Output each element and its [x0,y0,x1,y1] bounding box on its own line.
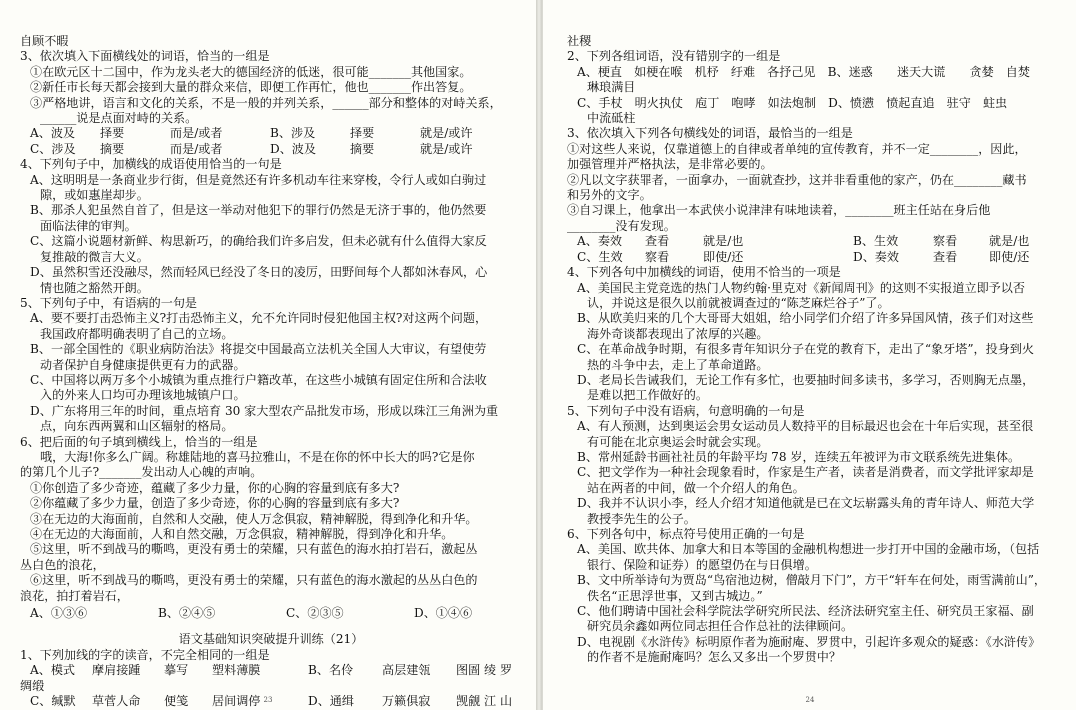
text-line: 银行、保险和证券）的愿望仍在与日俱增。 [587,557,817,572]
question-heading: 4、下列句子中，加横线的成语使用恰当的一句是 [20,157,282,172]
text-line: 的作者不是施耐庵吗？怎么又多出一个罗贯中？ [587,650,841,665]
text-line: A、要不要打击恐怖主义?打击恐怖主义，允不允许同时侵犯他国主权?对这两个问题， [30,311,488,326]
text-line: ______说是点面对峙的关系。 [40,111,198,126]
answer-option: B、名伶 [308,663,354,678]
answer-option: C、涉及 [30,141,76,156]
answer-option: 摹写 [164,663,189,678]
text-line: A、美国、欧共体、加拿大和日本等国的金融机构想进一步打开中国的金融市场，（包括 [577,542,1040,557]
text-line: 动者保护自身健康提供更有力的武器。 [40,357,246,372]
answer-option: 而是/或者 [170,141,223,156]
text-line: ________没有发现。 [567,218,676,233]
answer-option: D、奏效 [853,249,899,264]
answer-option: D、①④⑥ [414,606,473,621]
left-column [20,34,522,709]
answer-option: 图圄 绫 罗 [456,663,513,678]
text-line: 自顾不暇 [20,34,69,48]
answer-option: 就是/也 [989,234,1030,249]
text-line: ⑥这里，听不到战马的嘶鸣，更没有勇士的荣耀，只有蓝色的海水激起的丛丛白色的 [30,573,478,588]
text-line: 琳琅满目 [587,80,636,95]
text-line: D、广东将用三年的时间，重点培育 30 家大型农产品批发市场，形成以珠江三角洲为重 [30,403,499,418]
text-line: ⑤这里，听不到战马的嘶鸣，更没有勇士的荣耀，只有蓝色的海水拍打岩石，激起丛 [30,542,478,557]
text-line: C、他们聘请中国社会科学院法学研究所民法、经济法研究室主任、研究员王家福、副 [577,604,1034,619]
left-page [0,0,537,710]
right-page [542,0,1076,710]
text-line: A、有人预测，达到奥运会男女运动员人数持平的目标最迟也会在十年后实现，甚至很 [577,419,1034,434]
answer-option: 摘要 [100,141,125,156]
text-line: D、虽然积雪还没融尽，然而轻风已经没了冬日的凌厉，田野间每个人都如沐春风，心 [30,265,488,280]
text-line: 加强管理并严格执法，是非常必要的。 [567,157,773,172]
text-line: D、我并不认识小李，经人介绍才知道他就是已在文坛崭露头角的青年诗人、师范大学 [577,496,1035,511]
question-heading: 2、下列各组词语，没有错别字的一组是 [567,49,781,64]
answer-option: 查看 [933,249,958,264]
text-line: ②你蕴藏了多少力量，创造了多少奇迹，你的心胸的容量到底有多大? [30,496,400,511]
answer-option: 而是/或者 [170,126,223,141]
text-line: A、美国民主党竞选的热门人物约翰·里克对《新闻周刊》的这则不实报道立即予以否 [577,280,1025,295]
answer-option: B、涉及 [270,126,316,141]
answer-option: 即使/还 [989,249,1030,264]
text-line: A、这明明是一条商业步行街，但是竟然还有许多机动车往来穿梭，令行人或如白驹过 [30,172,487,187]
text-line: C、把文学作为一种社会现象看时，作家是生产者，读者是消费者，而文学批评家却是 [577,465,1034,480]
answer-option: 查看 [645,234,670,249]
text-line: 入的外来人口均可办理该地城镇户口。 [40,388,246,403]
text-line: ③严格地讲，语言和文化的关系，不是一般的并列关系，______部分和整体的对峙关系， [30,95,502,110]
text-line: 佚名“正思浮世事，又到古城边。” [587,588,763,603]
answer-option: D、波及 [270,141,316,156]
question-heading: 6、把后面的句子填到横线上，恰当的一组是 [20,434,258,449]
text-line: C、中国将以两万多个小城镇为重点推行户籍改革，在这些小城镇有固定住所和合法收 [30,372,487,387]
answer-option: 便笺 [164,694,189,709]
answer-option: C、缄默 [30,694,76,709]
text-line: 的第几个儿子?_______发出动人心魄的声响。 [20,465,263,480]
text-line: 面临法律的审判。 [40,218,137,233]
answer-options-row [20,142,522,157]
question-heading: 5、下列句子中没有语病，句意明确的一句是 [567,403,805,418]
question-heading: 4、下列各句中加横线的词语，使用不恰当的一项是 [567,265,841,280]
answer-options-row [567,234,1061,249]
answer-option: 即使/还 [703,249,744,264]
answer-options-row [567,250,1061,265]
text-line: B、文中所举诗句为贾岛“鸟宿池边树，僧敲月下门”，方干“轩车在何处，雨雪满前山”， [577,573,1046,588]
text-line: ①你创造了多少奇迹，蕴藏了多少力量，你的心胸的容量到底有多大? [30,480,400,495]
question-heading: 3、依次填入下列各句横线处的词语，最恰当的一组是 [567,126,853,141]
text-line: 有可能在北京奥运会时就会实现。 [587,434,769,449]
answer-option: 居间调停 [212,694,261,709]
text-line: 隙，或如惠崖却步。 [40,188,149,203]
text-line: 浪花，拍打着岩石， [20,588,129,603]
answer-option: 察看 [933,234,958,249]
text-line: C、在革命战争时期，有很多青年知识分子在党的教育下，走出了“象牙塔”，投身到火 [577,342,1034,357]
text-line: ②新任市长每天都会接到大量的群众来信，即便工作再忙，他也_______作出答复。 [30,80,472,95]
answer-option: D、通缉 [308,694,354,709]
text-line: C、这篇小说题材新鲜、构思新巧，的确给我们许多启发，但未必就有什么值得大家反 [30,234,487,249]
text-line: 和另外的文字。 [567,188,652,203]
section-title: 语文基础知识突破提升训练（21） [178,632,364,647]
text-line: D、老局长告诫我们，无论工作有多忙，也要抽时间多读书，多学习，否则胸无点墨， [577,372,1035,387]
text-line: 情也随之豁然开朗。 [40,280,149,295]
text-line: ④在无边的大海面前，人和自然交融，万念俱寂，精神解脱，得到净化和升华。 [30,527,454,541]
answer-option: 万籁俱寂 [382,694,431,709]
answer-option: 就是/也 [703,234,744,249]
text-line: ③在无边的大海面前，自然和人交融，使人万念俱寂，精神解脱，得到净化和升华。 [30,511,478,526]
question-heading: 6、下列各句中，标点符号使用正确的一句是 [567,527,805,541]
answer-option: 草菅人命 [92,694,141,709]
text-line: 热的斗争中去，走上了革命道路。 [587,357,769,372]
text-line: 丛白色的浪花， [20,557,105,572]
answer-option: A、①③⑥ [30,606,88,621]
answer-option: 塑料薄膜 [212,663,261,678]
text-line: 哦，大海!你多么广阔。称雄陆地的喜马拉雅山，不是在你的怀中长大的吗?它是你 [40,449,475,464]
answer-options-row [20,126,522,141]
text-line: B、常州延龄书画社社员的年龄平均 78 岁，连续五年被评为市文联系统先进集体。 [577,449,1021,464]
text-line: 海外奇谈都表现出了浓厚的兴趣。 [587,326,769,341]
text-line: B、一部全国性的《职业病防治法》将提交中国最高立法机关全国人大审议，有望使劳 [30,342,487,357]
text-line: ③自习课上，他拿出一本武侠小说津津有味地读着，________班主任站在身后他 [567,203,991,218]
answer-option: 摩肩接踵 [92,663,141,678]
answer-option: B、生效 [853,234,899,249]
text-line: 认，并说这是很久以前就被调查过的“陈芝麻烂谷子”了。 [587,295,890,310]
answer-option: A、模式 [30,663,76,678]
answer-options-row [20,606,522,621]
answer-option: 就是/或许 [420,141,473,156]
question-heading: 1、下列加线的字的读音，不完全相同的一组是 [20,647,270,662]
text-line: 是难以把工作做好的。 [587,388,708,403]
text-line: 复推敲的微言大义。 [40,249,149,264]
text-line: 中流砥柱 [587,111,636,126]
right-column [567,34,1061,666]
text-line: 研究员余鑫如两位同志担任合作总社的法律顾问。 [587,619,854,634]
text-line: 点，向东西两翼和山区辐射的格局。 [40,419,234,434]
text-line: 教授李先生的公子。 [587,511,696,526]
text-line: ①在欧元区十二国中，作为龙头老大的德国经济的低迷，很可能_______其他国家。 [30,64,472,79]
answer-option: A、波及 [30,126,76,141]
answer-option: B、②④⑤ [158,606,216,621]
answer-option: C、生效 [577,249,623,264]
text-line: B、那杀人犯虽然自首了，但是这一举动对他犯下的罪行仍然是无济于事的，他仍然要 [30,203,487,218]
question-heading: 3、依次填入下面横线处的词语，恰当的一组是 [20,49,270,64]
answer-option: 高层建瓴 [382,663,431,678]
text-line: B、从欧美归来的几个大哥哥大姐姐，给小同学们介绍了许多异国风情，孩子们对这些 [577,311,1034,326]
text-line: 站在两者的中间，做一个介绍人的角色。 [587,480,805,495]
text-line: D、电视剧《水浒传》标明原作者为施耐庵、罗贯中，引起许多观众的疑惑：《水浒传》 [577,634,1041,649]
answer-options-row [20,663,522,678]
answer-option: 就是/或许 [420,126,473,141]
text-line: A、梗直 如梗在喉 机杼 纡难 各抒己见 B、迷惑 迷天大谎 贪婪 自焚 [577,64,1030,79]
text-line: 社稷 [567,34,592,48]
answer-option: 择要 [350,126,375,141]
text-line: C、手杖 明火执仗 庖丁 咆哮 如法炮制 D、愤懑 愤起直追 驻守 蛀虫 [577,95,1008,110]
answer-option: 择要 [100,126,125,141]
text-line: 绸缎 [20,678,45,693]
answer-option: C、②③⑤ [286,606,344,621]
answer-option: A、奏效 [577,234,623,249]
page-number: 23 [263,696,273,704]
text-line: 我国政府都明确表明了自己的立场。 [40,326,234,341]
question-heading: 5、下列句子中，有语病的一句是 [20,295,198,310]
page-number: 24 [805,696,815,704]
answer-option: 觊觎 江 山 [456,694,513,709]
text-line: ②凡以文字获罪者，一面拿办，一面就查抄，这并非看重他的家产，仍在________藏书 [567,172,1027,187]
text-line: ①对这些人来说，仅靠道德上的自律或者单纯的宣传教育，并不一定________，因此， [567,141,1027,156]
answer-option: 察看 [645,249,670,264]
answer-option: 摘要 [350,141,375,156]
